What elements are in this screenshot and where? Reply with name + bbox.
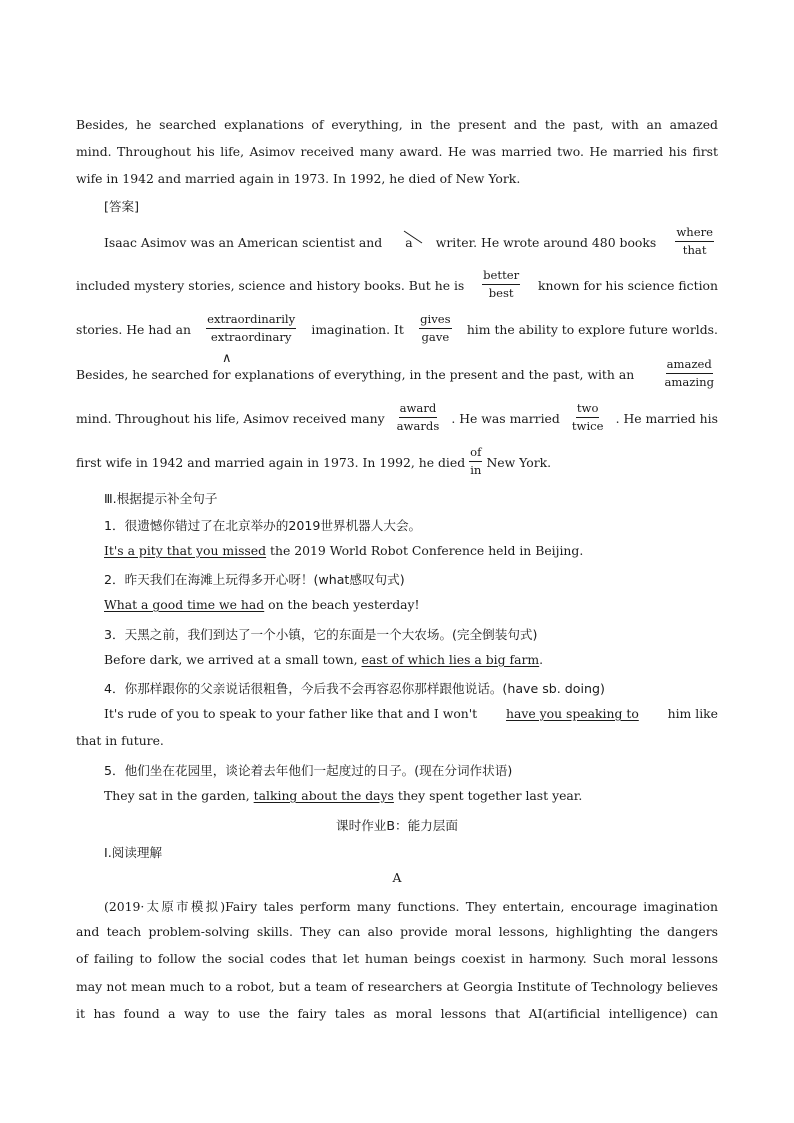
- answer-text: mind. Throughout his life, Asimov received many: [76, 410, 385, 426]
- deleted-word-text: a: [405, 234, 413, 250]
- reading-line: may not mean much to a robot, but a team of researchers at Georgia Institute of Technology believes: [76, 979, 718, 994]
- correction-old: amazing: [664, 375, 714, 389]
- answer-text: they spent together last year.: [393, 788, 583, 803]
- correction-old: best: [488, 286, 514, 300]
- correction-old: that: [682, 243, 707, 257]
- insert-caret-icon: ∧: [222, 351, 232, 366]
- correction: [675, 227, 714, 256]
- deleted-word: [405, 235, 412, 250]
- passage-line: wife in 1942 and married again in 1973. In 1992, he died of New York.: [76, 171, 521, 186]
- answer-text: .: [539, 652, 544, 667]
- question: 2．昨天我们在海滩上玩得多开心呀！(what感叹句式): [104, 572, 405, 587]
- question: 4．你那样跟你的父亲说话很粗鲁，今后我不会再容忍你那样跟他说话。(have sb. doing): [104, 681, 605, 696]
- answer-text: stories. He had an: [76, 321, 191, 337]
- answer-continued: that in future.: [76, 733, 164, 748]
- correction-new: two: [576, 403, 600, 418]
- answer: [104, 543, 746, 558]
- correction: [419, 314, 452, 343]
- answer-line-4: [76, 356, 718, 392]
- correction-new: better: [482, 270, 520, 285]
- answer-text: known for his science fiction: [538, 277, 718, 293]
- reading-line: (2019·太原市模拟)Fairy tales perform many functions. They entertain, encourage imagination: [104, 899, 718, 914]
- answer-text: They sat in the garden,: [104, 788, 254, 803]
- passage-line: Besides, he searched explanations of everything, in the present and the past, with an amazed: [76, 117, 718, 132]
- answer-text: New York.: [486, 454, 552, 470]
- answer-blank: It's a pity that you missed: [104, 543, 267, 558]
- answer-blank: east of which lies a big farm: [361, 652, 540, 667]
- answer-line-5: [76, 400, 718, 436]
- correction-old: twice: [571, 419, 604, 433]
- correction-old: awards: [396, 419, 440, 433]
- correction-new: award: [399, 403, 438, 418]
- correction-old: gave: [421, 330, 450, 344]
- answer: [104, 706, 718, 721]
- answer-text: first wife in 1942 and married again in 1973. In 1992, he died: [76, 454, 466, 470]
- section-title: Ⅲ.根据提示补全句子: [104, 491, 218, 506]
- answer-text: It's rude of you to speak to your father like that and I won't: [104, 706, 482, 721]
- answer-text: . He married his: [615, 410, 718, 426]
- correction-new: extraordinarily: [206, 314, 296, 329]
- passage-letter: A: [392, 870, 402, 885]
- answer: [104, 652, 746, 667]
- answer-text: Besides, he searched for explanations of everything, in the present and the past, with an: [76, 366, 635, 382]
- answer-line-1: [104, 224, 718, 260]
- reading-line: and teach problem-solving skills. They can also provide moral lessons, highlighting the dangers: [76, 924, 718, 939]
- part-title: Ⅰ.阅读理解: [104, 845, 163, 860]
- correction: [206, 314, 296, 343]
- answer: [104, 597, 746, 612]
- correction-new: amazed: [666, 359, 713, 374]
- answer-text: on the beach yesterday!: [264, 597, 420, 612]
- answer-text: Before dark, we arrived at a small town,: [104, 652, 362, 667]
- reading-line: of failing to follow the social codes that let human beings coexist in harmony. Such moral lessons: [76, 951, 718, 966]
- question: 5．他们坐在花园里，谈论着去年他们一起度过的日子。(现在分词作状语): [104, 763, 513, 778]
- answer-text: writer. He wrote around 480 books: [435, 234, 657, 250]
- correction: [664, 359, 714, 388]
- correction: [572, 403, 604, 432]
- homework-title: 课时作业B：能力层面: [336, 818, 458, 833]
- answer-text: the 2019 World Robot Conference held in Beijing.: [266, 543, 584, 558]
- answer-line-6: [76, 444, 718, 480]
- delete-mark-icon: [401, 229, 425, 247]
- question: 1．很遗憾你错过了在北京举办的2019世界机器人大会。: [104, 518, 422, 533]
- correction-old: extraordinary: [210, 330, 292, 344]
- correction-new: gives: [419, 314, 452, 329]
- passage-line: mind. Throughout his life, Asimov received many award. He was married two. He married his first: [76, 144, 718, 159]
- answer-text: imagination. It: [311, 321, 404, 337]
- correction-old: in: [470, 463, 482, 477]
- answer-label: [答案]: [104, 199, 140, 214]
- answer-text: included mystery stories, science and history books. But he is: [76, 277, 465, 293]
- answer-text: . He was married: [451, 410, 560, 426]
- answer-text: him like: [663, 706, 718, 721]
- answer-line-2: [76, 267, 718, 303]
- correction: [397, 403, 440, 432]
- answer-blank: What a good time we had: [104, 597, 265, 612]
- answer: [104, 788, 746, 803]
- question: 3．天黑之前，我们到达了一个小镇，它的东面是一个大农场。(完全倒装句式): [104, 627, 538, 642]
- answer-text: Isaac Asimov was an American scientist and: [104, 234, 383, 250]
- correction: [469, 447, 482, 476]
- answer-blank: have you speaking to: [505, 706, 639, 721]
- correction-new: where: [675, 227, 714, 242]
- answer-text: him the ability to explore future worlds.: [466, 321, 718, 337]
- answer-blank: talking about the days: [253, 788, 394, 803]
- correction-new: of: [469, 447, 482, 462]
- correction: [482, 270, 520, 299]
- answer-line-3: [76, 311, 718, 347]
- reading-line: it has found a way to use the fairy tales as moral lessons that AI(artificial intelligence) can: [76, 1006, 718, 1021]
